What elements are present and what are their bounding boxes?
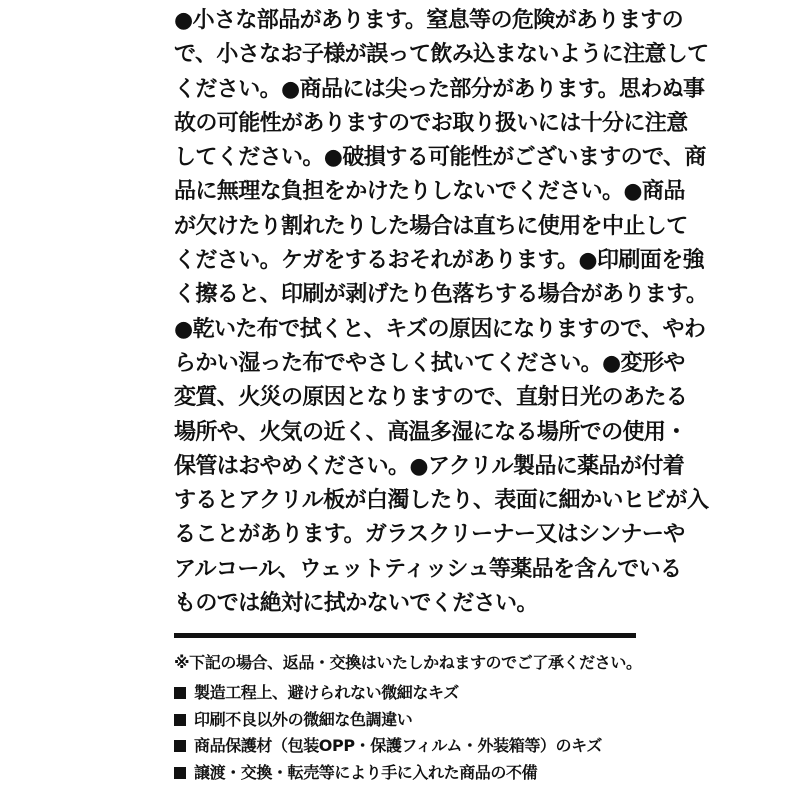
notice-line: ください。●商品には尖った部分があります。思わぬ事 [174, 76, 705, 102]
disclaimer-item [174, 760, 664, 787]
notice-line: ●小さな部品があります。窒息等の危険がありますの [174, 8, 684, 33]
notice-line: してください。●破損する可能性がございますので、商 [174, 145, 706, 171]
disclaimer-item-text: 製造工程上、避けられない微細なキズ [194, 683, 459, 702]
disclaimer-item-text: 商品保護材（包装OPP・保護フィルム・外装箱等）のキズ [194, 736, 603, 755]
notice-line: ものでは絶対に拭かないでください。 [174, 591, 538, 617]
section-divider [174, 633, 636, 638]
notice-line: アルコール、ウェットティッシュ等薬品を含んでいる [174, 556, 682, 582]
notice-line: ●乾いた布で拭くと、キズの原因になりますので、やわ [174, 316, 706, 342]
disclaimer-item-text: 印刷不良以外の微細な色調違い [194, 709, 413, 729]
notice-line: 故の可能性がありますのでお取り扱いには十分に注意 [174, 110, 688, 136]
disclaimer-item-text: 譲渡・交換・転売等により手に入れた商品の不備 [194, 762, 538, 782]
notice-line: 場所や、火気の近く、高温多湿になる場所での使用・ [174, 419, 687, 445]
disclaimer-item [174, 707, 664, 734]
square-bullet-icon [174, 687, 186, 699]
return-disclaimer [174, 650, 664, 786]
notice-line: らかい湿った布でやさしく拭いてください。●変形や [174, 350, 685, 376]
notice-line: 品に無理な負担をかけたりしないでください。●商品 [174, 179, 685, 205]
notice-line: 保管はおやめください。●アクリル製品に薬品が付着 [174, 453, 685, 479]
care-notice [174, 4, 709, 621]
notice-line: するとアクリル板が白濁したり、表面に細かいヒビが入 [174, 488, 709, 514]
notice-line: ください。ケガをするおそれがあります。●印刷面を強 [174, 248, 704, 274]
square-bullet-icon [174, 714, 186, 726]
notice-line: が欠けたり割れたりした場合は直ちに使用を中止して [174, 213, 688, 239]
disclaimer-item [174, 680, 664, 707]
notice-line: 変質、火災の原因となりますので、直射日光のあたる [174, 385, 688, 411]
square-bullet-icon [174, 740, 186, 752]
notice-line: で、小さなお子様が誤って飲み込まないように注意して [174, 42, 709, 68]
disclaimer-item [174, 733, 664, 760]
notice-line: く擦ると、印刷が剥げたり色落ちする場合があります。 [174, 282, 708, 308]
square-bullet-icon [174, 767, 186, 779]
notice-line: ることがあります。ガラスクリーナー又はシンナーや [174, 522, 685, 548]
disclaimer-heading: ※下記の場合、返品・交換はいたしかねますのでご了承ください。 [174, 653, 642, 672]
